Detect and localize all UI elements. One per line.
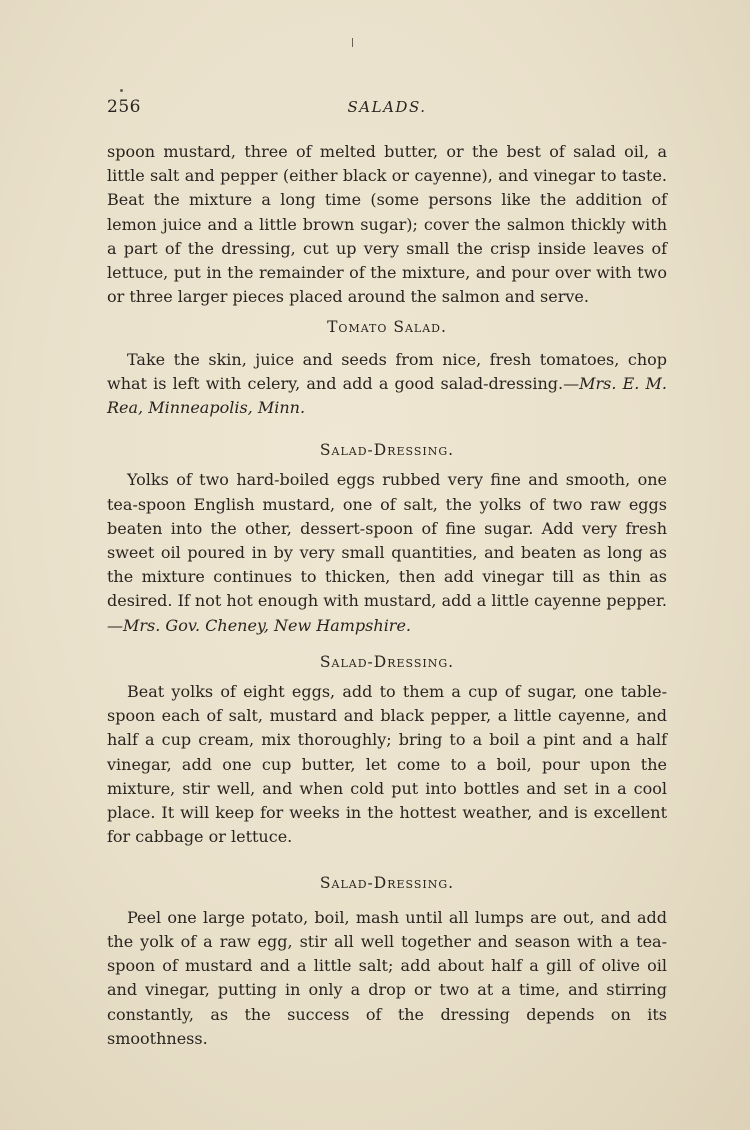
- salad-dressing-1-body: Yolks of two hard-boiled eggs rubbed very fine and smooth, one tea-spoon English mustard, one of salt, the yolks of two raw eggs beaten into the other, dessert-spoon of fine sugar. Add very fresh sweet oil poured in by very small quantities, and beaten as long as the mixture continues to thicken, then add vinegar till as thin as desired. If not hot enough with mustard, add a little cayenne pepper.: [107, 470, 667, 611]
- salad-dressing-2-paragraph: Beat yolks of eight eggs, add to them a cup of sugar, one table-spoon each of salt, mustard and black pepper, a little cayenne, and half a cup cream, mix thoroughly; bring to a boil a pint and a half vinegar, add one cup butter, let come to a boil, pour upon the mixture, stir well, and when cold put into bottles and set in a cool place. It will keep for weeks in the hottest weather, and is excellent for cabbage or lettuce.: [107, 682, 667, 847]
- tomato-salad-attribution: —Mrs. E. M. Rea, Minneapolis, Minn.: [107, 373, 668, 418]
- salmon-recipe-continuation: spoon mustard, three of melted butter, or the best of salad oil, a little salt and pepper (either black or cayenne), and vinegar to taste. Beat the mixture a long time (some persons like the addition of lemon juice and a little brown sugar); cover the salmon thickly with a part of the dressing, cut up very small the crisp inside leaves of lettuce, put in the remainder of the mixture, and pour over with two or three larger pieces placed around the salmon and serve.: [107, 142, 667, 307]
- section-title-tomato-salad: Tomato Salad.: [327, 318, 447, 337]
- salad-dressing-3-paragraph: Peel one large potato, boil, mash until all lumps are out, and add the yolk of a raw egg, stir all well together and season with a tea-spoon of mustard and a little salt; add about half a gill of olive oil and vinegar, putting in only a drop or two at a time, and stirring constantly, as the success of the dressing depends on its smoothness.: [107, 907, 667, 1048]
- page-text: [107, 140, 667, 1051]
- page-number: 256: [107, 97, 141, 117]
- salad-dressing-1-attribution: —Mrs. Gov. Cheney, New Hampshire.: [107, 615, 412, 635]
- page-header: [107, 97, 667, 121]
- section-title-salad-dressing-1: Salad-Dressing.: [319, 441, 455, 460]
- section-title-salad-dressing-2: Salad-Dressing.: [319, 652, 455, 671]
- tomato-salad-paragraph: [107, 348, 667, 421]
- running-head: SALADS.: [347, 98, 427, 116]
- tomato-salad-body: Take the skin, juice and seeds from nice, fresh tomatoes, chop what is left with celery, and add a good salad-dressing.: [107, 349, 667, 393]
- ink-mark: [352, 38, 353, 47]
- ink-speck: [120, 89, 123, 92]
- salad-dressing-1-paragraph: [107, 468, 667, 637]
- section-title-salad-dressing-3: Salad-Dressing.: [319, 874, 455, 893]
